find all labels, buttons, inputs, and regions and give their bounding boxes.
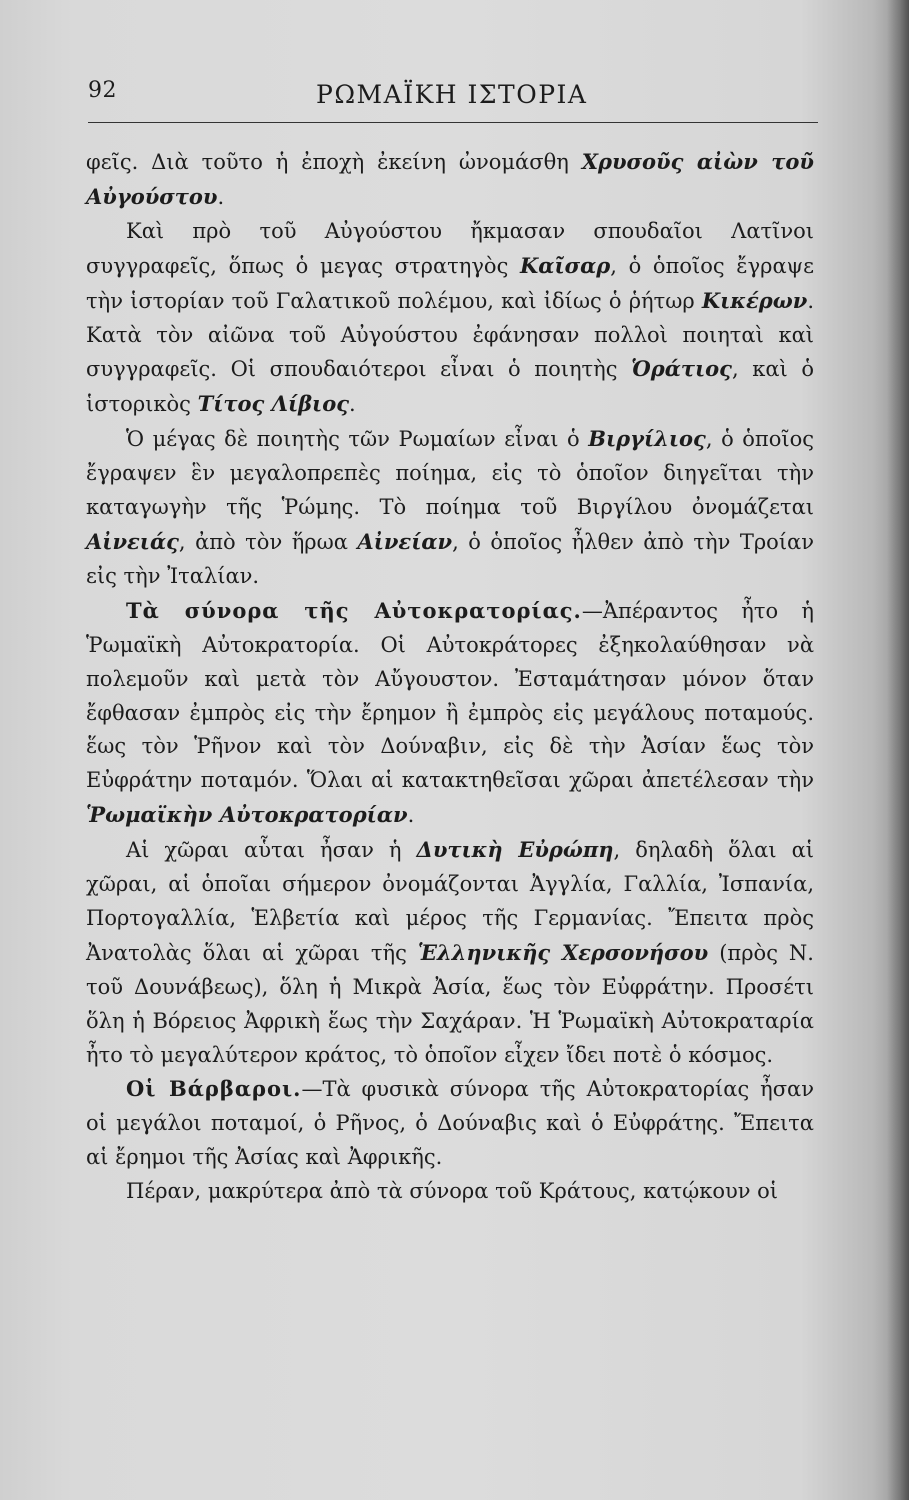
text-run: . [217, 184, 225, 209]
emphasis-western-europe: Δυτικὴ Εὐρώπη [416, 837, 614, 863]
emphasis-golden-age: Χρυσοῦς αἰὼν τοῦ Αὐγούστου [86, 149, 814, 209]
text-run: , καὶ ὁ ἱστορικὸς [86, 357, 814, 417]
section-heading-barbarians: Οἱ Βάρβαροι. [126, 1076, 302, 1102]
section-heading-borders: Τὰ σύνορα τῆς Αὐτοκρατορίας. [126, 597, 582, 623]
paragraph-3 [86, 422, 814, 594]
paragraph-6 [86, 1072, 814, 1175]
text-run: Καὶ πρὸ τοῦ Αὐγούστου ἤκμασαν σπουδαῖοι Λατῖνοι συγγραφεῖς, ὅπως ὁ μεγας στρατηγὸς [86, 218, 814, 278]
text-run: —Ἀπέραντος ἦτο ἡ Ῥωμαϊκὴ Αὐτοκρατορία. Οἱ Αὐτοκράτορες ἐξηκολαύθησαν νὰ πολεμοῦν καὶ μετὰ τὸν Αὔγουστον. Ἐσταμάτησαν μόνον ὅταν ἔφθασαν ἐμπρὸς εἰς τὴν ἔρημον ἢ ἐμπρὸς εἰς μεγάλους ποταμούς. ἕως τὸν Ῥῆνον καὶ τὸν Δούναβιν, εἰς δὲ τὴν Ἀσίαν ἕως τὸν Εὐφράτην ποταμόν. Ὅλαι αἱ κατακτηθεῖσαι χῶραι ἀπετέλεσαν τὴν [86, 598, 814, 793]
emphasis-horace: Ὁράτιος [631, 356, 732, 382]
text-run: , ἀπὸ τὸν ἥρωα [178, 529, 358, 554]
emphasis-roman-empire: Ῥωμαϊκὴν Αὐτοκρατορίαν [86, 802, 408, 828]
running-head [88, 70, 818, 123]
text-run: (πρὸς Ν. τοῦ Δουνάβεως), ὅλη ἡ Μικρὰ Ἀσία, ἕως τὸν Εὐφράτην. Προσέτι ὅλη ἡ Βόρειος Ἀφρικὴ ἕως τὴν Σαχάραν. Ἡ Ῥωμαϊκὴ Αὐτοκραταρία ἦτο τὸ μεγαλύτερον κράτος, τὸ ὁποῖον εἶχεν ἴδει ποτὲ ὁ κόσμος. [86, 940, 814, 1067]
paragraph-4 [86, 594, 814, 833]
text-run: . [407, 803, 415, 828]
page-title: ΡΩΜΑΪΚΗ ΙΣΤΟΡΙΑ [316, 80, 588, 109]
text-body [86, 145, 814, 1209]
emphasis-aeneas: Αἰνείαν [357, 528, 453, 554]
text-run: . [349, 392, 356, 417]
emphasis-aeneid: Αἰνειάς [86, 528, 179, 554]
emphasis-caesar: Καῖσαρ [520, 252, 611, 278]
paragraph-5 [86, 833, 814, 1072]
paragraph-2 [86, 215, 814, 422]
text-run: Πέραν, μακρύτερα ἀπὸ τὰ σύνορα τοῦ Κράτους, κατῴκουν οἱ [126, 1179, 779, 1204]
text-run: , δηλαδὴ ὅλαι αἱ χῶραι, αἱ ὁποῖαι σήμερον ὀνομάζονται Ἀγγλία, Γαλλία, Ἰσπανία, Πορτογαλλία, Ἑλβετία καὶ μέρος τῆς Γερμανίας. Ἔπειτα πρὸς Ἀνατολὰς ὅλαι αἱ χῶραι τῆς [86, 838, 814, 965]
emphasis-cicero: Κικέρων [701, 287, 808, 313]
text-run: , ὁ ὁποῖος ἔγραψε τὴν ἱστορίαν τοῦ Γαλατικοῦ πολέμου, καὶ ἰδίως ὁ ῥήτωρ [86, 253, 815, 313]
emphasis-virgil: Βιργίλιος [588, 426, 706, 452]
text-run: . Κατὰ τὸν αἰῶνα τοῦ Αὐγούστου ἐφάνησαν πολλοὶ ποιηταὶ καὶ συγγραφεῖς. Οἱ σπουδαιότεροι εἶναι ὁ ποιητὴς [86, 288, 814, 382]
text-run: Ὁ μέγας δὲ ποιητὴς τῶν Ρωμαίων εἶναι ὁ [126, 427, 589, 452]
emphasis-greek-peninsula: Ἑλληνικῆς Χερσονήσου [417, 939, 709, 965]
paragraph-7 [86, 1175, 814, 1209]
text-run: —Τὰ φυσικὰ σύνορα τῆς Αὐτοκρατορίας ἦσαν οἱ μεγάλοι ποταμοί, ὁ Ρῆνος, ὁ Δούναβις καὶ ὁ Εὐφράτης. Ἔπειτα αἱ ἔρημοι τῆς Ἀσίας καὶ Ἀφρικῆς. [86, 1077, 814, 1170]
text-run: Αἱ χῶραι αὗται ἦσαν ἡ [126, 838, 417, 863]
text-run: φεῖς. Διὰ τοῦτο ἡ ἐποχὴ ἐκείνη ὠνομάσθη [86, 150, 582, 174]
paragraph-1 [86, 145, 814, 215]
book-spine-shadow [887, 0, 909, 1500]
emphasis-livy: Τίτος Λίβιος [197, 391, 350, 417]
text-run: , ὁ ὁποῖος ἔγραψεν ἓν μεγαλοπρεπὲς ποίημα, εἰς τὸ ὁποῖον διηγεῖται τὴν καταγωγὴν τῆς Ῥώμης. Τὸ ποίημα τοῦ Βιργίλου ὀνομάζεται [86, 427, 814, 520]
page-number: 92 [88, 78, 117, 103]
text-run: , ὁ ὁποῖος ἦλθεν ἀπὸ τὴν Τροίαν εἰς τὴν Ἰταλίαν. [86, 529, 814, 588]
